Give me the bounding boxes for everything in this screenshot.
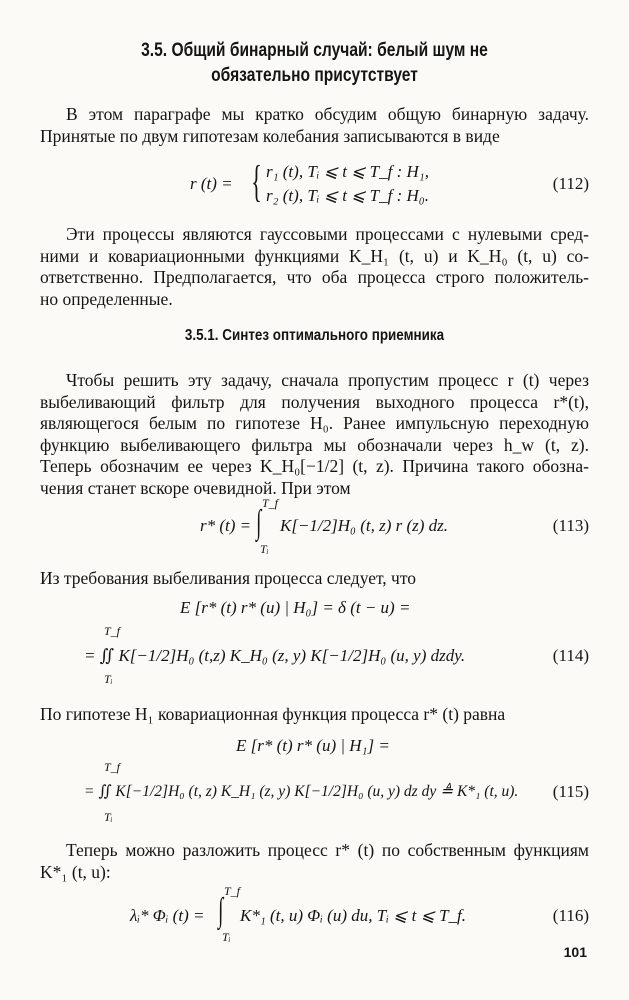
eq112-lhs: r (t) = (190, 174, 233, 193)
integral-sign: ∫ (256, 504, 262, 541)
page-number: 101 (563, 944, 587, 960)
text-line: Чтобы решить эту задачу, сначала пропустим процесс r (t) через (66, 370, 589, 390)
eq113-number: (113) (552, 516, 589, 535)
paragraph-h1-covariance (40, 704, 589, 726)
text-line: являющегося белым по гипотезе H₀. Ранее импульсную переходную (40, 413, 589, 433)
eq115-upper-limit: T_f (104, 760, 121, 774)
eq114-number: (114) (552, 646, 589, 665)
section-title-line-2: обязательно присутствует (211, 65, 418, 86)
integral-sign: ∫ (218, 892, 224, 929)
text-line: По гипотезе H₁ ковариационная функция процесса r* (t) равна (40, 704, 506, 724)
eq115-line-1: E [r* (t) r* (u) | H₁] = (236, 736, 390, 755)
section-title-line-1: 3.5. Общий бинарный случай: белый шум не (141, 40, 488, 61)
eq112-brace: { (251, 157, 262, 206)
eq115-line-2: = ∬ K[−1/2]H₀ (t, z) K_H₁ (z, y) K[−1/2]H₀ (u, y) dz dy ≜ K*₁ (t, u). (84, 783, 519, 800)
paragraph-intro (40, 104, 589, 147)
eq114-lower-limit: Tᵢ (104, 672, 113, 686)
eq112-number: (112) (552, 174, 589, 193)
eq114-line-2: = ∬ K[−1/2]H₀ (t,z) K_H₀ (z, y) K[−1/2]H₀ (u, y) dzdy. (84, 646, 466, 665)
text-line: Теперь обозначим ее через K_H₀[−1/2] (t, z). Причина такого обозна- (40, 456, 589, 476)
text-line: выбеливающий фильтр для получения выходного процесса r*(t), (40, 391, 589, 412)
eq114-upper-limit: T_f (104, 624, 121, 638)
eq116-lhs: λᵢ* Φᵢ (t) = (130, 906, 205, 925)
text-line: Теперь можно разложить процесс r* (t) по собственным функциям (66, 840, 589, 860)
eq115-number: (115) (552, 782, 589, 801)
equation-114 (40, 596, 589, 692)
eq116-upper-limit: T_f (224, 884, 241, 898)
subsection-title: 3.5.1. Синтез оптимального приемника (184, 327, 445, 344)
text-line: ответственно. Предполагается, что оба процесса строго положитель- (40, 267, 589, 287)
paragraph-processes (40, 224, 589, 310)
eq113-upper-limit: T_f (262, 496, 279, 510)
text-line: В этом параграфе мы кратко обсудим общую бинарную задачу. (66, 104, 589, 124)
text-line: K*₁ (t, u): (40, 861, 111, 882)
text-line: но определенные. (40, 288, 173, 309)
text-line: Из требования выбеливания процесса следует, что (40, 568, 417, 588)
equation-116 (40, 884, 589, 946)
section-title (89, 38, 539, 88)
eq116-lower-limit: Tᵢ (222, 930, 231, 944)
equation-112 (40, 157, 589, 208)
eq112-row-1: r₁ (t), Tᵢ ⩽ t ⩽ T_f : H₁, (266, 162, 429, 181)
equation-113 (40, 496, 589, 558)
eq113-integrand: K[−1/2]H₀ (t, z) r (z) dz. (280, 516, 449, 535)
text-line: чения станет вскоре очевидной. При этом (40, 477, 351, 498)
eq115-lower-limit: Tᵢ (104, 810, 113, 824)
eq113-lhs: r* (t) = (200, 516, 252, 535)
text-line: ними и ковариационными функциями K_H₁ (t, u) и K_H₀ (t, u) со- (40, 245, 589, 266)
paragraph-eigen-expansion (40, 840, 589, 883)
eq112-row-2: r₂ (t), Tᵢ ⩽ t ⩽ T_f : H₀. (266, 186, 429, 205)
eq114-line-1: E [r* (t) r* (u) | H₀] = δ (t − u) = (180, 598, 411, 617)
eq116-number: (116) (552, 906, 589, 925)
eq116-integrand: K*₁ (t, u) Φᵢ (u) du, Tᵢ ⩽ t ⩽ T_f. (240, 906, 467, 925)
equation-115 (40, 734, 589, 830)
text-line: Принятые по двум гипотезам колебания записываются в виде (40, 125, 500, 146)
eq113-lower-limit: Tᵢ (260, 542, 269, 556)
paragraph-whitening-requirement (40, 568, 589, 590)
text-line: функцию выбеливающего фильтра мы обозначали через h_w (t, z). (40, 434, 589, 455)
text-line: Эти процессы являются гауссовыми процессами с нулевыми сред- (66, 224, 589, 244)
paragraph-whitening (40, 370, 589, 499)
